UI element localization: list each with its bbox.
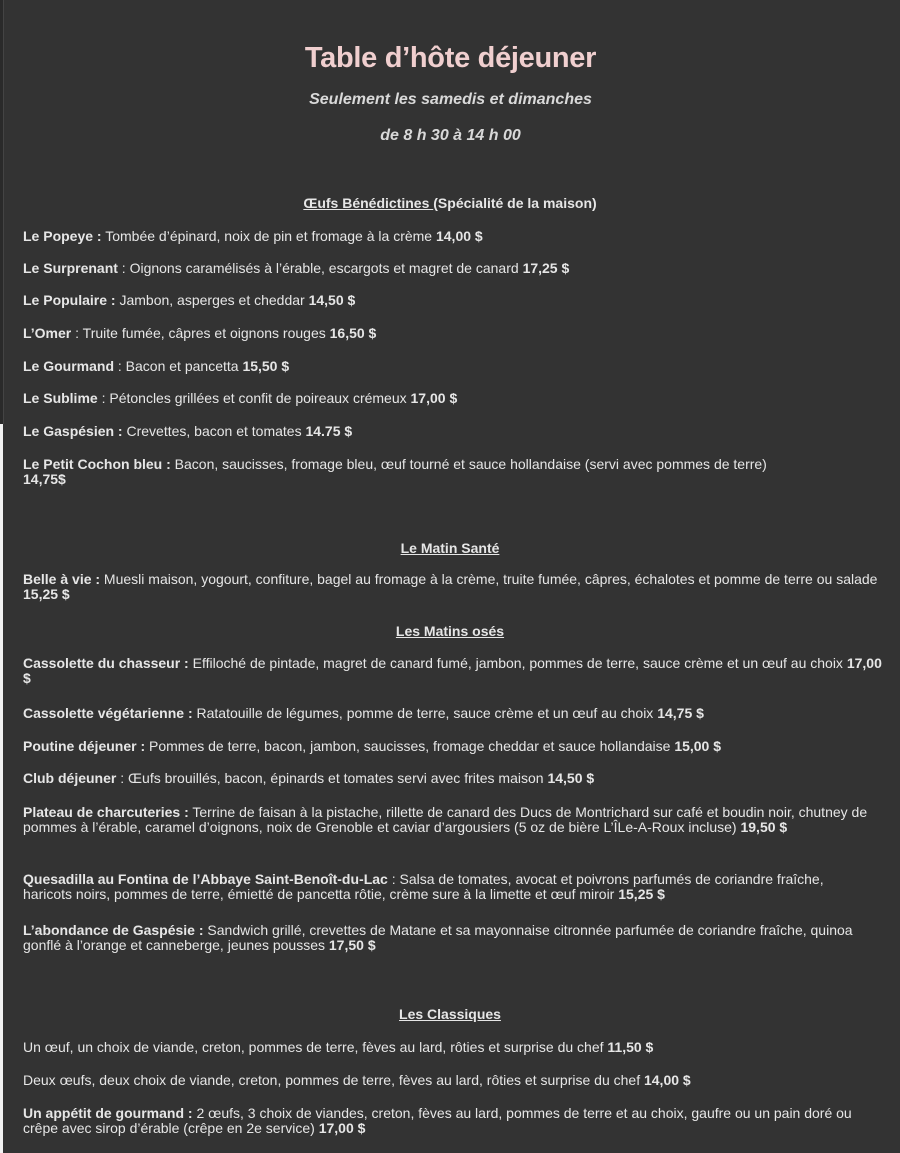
menu-item [23,706,883,721]
menu-item-desc: Tombée d’épinard, noix de pin et fromage à la crème [101,228,436,244]
menu-item [23,771,883,786]
menu-item-price: 14.75 $ [305,423,353,439]
menu-item [23,424,878,439]
menu-item [23,872,868,902]
menu-item-price: 19,50 $ [740,819,788,835]
menu-item [23,261,878,276]
menu-item-price: 17,00 $ [410,390,458,406]
menu-item-desc: Deux œufs, deux choix de viande, creton, pommes de terre, fèves au lard, rôties et surprise du chef [23,1072,644,1088]
menu-item-name: L’Omer [23,325,72,341]
menu-item-price: 15,50 $ [242,358,290,374]
section-heading-classiques [0,1005,900,1023]
menu-item-name: Le Petit Cochon bleu : [23,456,171,472]
section-heading-title: Le Matin Santé [400,540,500,556]
menu-item-desc: 2 œufs, 3 choix de viandes, creton, fèves au lard, pommes de terre et au choix, gaufre ou un pain doré ou crêpe avec sirop d’érable (crêpe en 2e service) [23,1105,852,1136]
menu-item-name: Cassolette végétarienne : [23,705,193,721]
menu-item-price: 14,00 $ [643,1072,691,1088]
menu-item [23,457,813,487]
menu-item-price: 17,00 $ [23,655,882,686]
menu-item-price: 15,00 $ [674,738,722,754]
menu-item-desc: Crevettes, bacon et tomates [122,423,306,439]
section-heading-title: Les Matins osés [395,623,505,639]
menu-item-desc: : Pétoncles grillées et confit de poireaux crémeux [97,390,411,406]
menu-item-price: 14,75$ [23,471,66,487]
menu-item-name: Le Gaspésien : [23,423,123,439]
menu-item-desc: Un œuf, un choix de viande, creton, pommes de terre, fèves au lard, rôties et surprise du chef [23,1039,608,1055]
menu-item-desc: Muesli maison, yogourt, confiture, bagel au fromage à la crème, truite fumée, câpres, échalotes et pomme de terre ou salade [100,571,878,587]
menu-item-desc: Jambon, asperges et cheddar [115,292,309,308]
page-subtitle: Seulement les samedis et dimanches [309,91,592,108]
menu-item-name: Club déjeuner [23,770,117,786]
menu-item-name: Plateau de charcuteries : [23,804,189,820]
section-heading-matin-sante [0,539,900,557]
menu-item-price: 17,50 $ [328,937,376,953]
menu-item-desc: Terrine de faisan à la pistache, rillette de canard des Ducs de Montrichard sur café et boudin noir, chutney de pommes à l’érable, caramel d’oignons, noix de Grenoble et caviar d’argousiers (5 oz de bière L’ÎLe-A-Roux incluse) [23,804,868,835]
menu-item-price: 14,50 $ [547,770,595,786]
menu-item-price: 14,00 $ [435,228,483,244]
menu-item [23,391,878,406]
menu-item [23,359,878,374]
menu-item-price: 15,25 $ [23,586,70,602]
menu-item [23,1106,883,1136]
opening-hours: de 8 h 30 à 14 h 00 [380,127,521,144]
menu-item-name: Un appétit de gourmand : [23,1105,193,1121]
menu-item-desc: Pommes de terre, bacon, jambon, saucisses, fromage cheddar et sauce hollandaise [145,738,675,754]
menu-item-price: 17,00 $ [318,1120,366,1136]
menu-item-name: Le Gourmand [23,358,115,374]
menu-item [23,739,883,754]
menu-item-price: 14,75 $ [657,705,704,721]
menu-item-price: 14,50 $ [308,292,356,308]
menu-item-price: 17,25 $ [522,260,570,276]
menu-item-desc: Bacon, saucisses, fromage bleu, œuf tourné et sauce hollandaise (servi avec pommes de terre) [170,456,767,472]
left-edge-page-strip [0,424,3,1153]
menu-item [23,572,878,602]
menu-item-name: Le Surprenant [23,260,118,276]
menu-item-desc: : Œufs brouillés, bacon, épinards et tomates servi avec frites maison [116,770,548,786]
section-heading-matins-oses [0,622,900,640]
menu-item-name: Quesadilla au Fontina de l’Abbaye Saint-Benoît-du-Lac [23,871,388,887]
menu-item [23,805,868,835]
menu-item-price: 15,25 $ [618,886,665,902]
menu-item [23,293,878,308]
menu-item [23,656,883,686]
menu-item [23,1040,883,1055]
menu-item-price: 16,50 $ [329,325,377,341]
menu-item-name: Le Populaire : [23,292,116,308]
menu-item-name: Le Popeye : [23,228,102,244]
menu-item-desc: : Oignons caramélisés à l’érable, escargots et magret de canard [117,260,523,276]
menu-item-desc: : Bacon et pancetta [114,358,243,374]
menu-item-desc: : Salsa de tomates, avocat et poivrons parfumés de coriandre fraîche, haricots noirs, pommes de terre, émietté de pancetta rôtie, crème sure à la limette et œuf miroir [23,871,824,902]
section-heading-note: (Spécialité de la maison) [433,195,597,211]
section-heading-title: Œufs Bénédictines [303,195,434,211]
menu-item-name: Cassolette du chasseur : [23,655,189,671]
menu-item-name: L’abondance de Gaspésie : [23,922,204,938]
page-title: Table d’hôte déjeuner [304,42,597,74]
menu-item-name: Belle à vie : [23,571,101,587]
section-heading-benedictines [0,194,900,212]
menu-item-desc: Ratatouille de légumes, pomme de terre, sauce crème et un œuf au choix [192,705,658,721]
menu-item-desc: : Truite fumée, câpres et oignons rouges [71,325,330,341]
menu-item-name: Poutine déjeuner : [23,738,146,754]
section-heading-title: Les Classiques [399,1006,501,1022]
menu-item-desc: Sandwich grillé, crevettes de Matane et sa mayonnaise citronnée parfumée de coriandre fraîche, quinoa gonflé à l’orange et canneberge, jeunes pousses [23,922,853,953]
menu-item [23,229,878,244]
menu-item-name: Le Sublime [23,390,98,406]
menu-item-desc: Effiloché de pintade, magret de canard fumé, jambon, pommes de terre, sauce crème et un œuf au choix [188,655,847,671]
menu-item-price: 11,50 $ [607,1039,654,1055]
menu-item [23,923,868,953]
menu-item [23,1073,883,1088]
menu-item [23,326,878,341]
